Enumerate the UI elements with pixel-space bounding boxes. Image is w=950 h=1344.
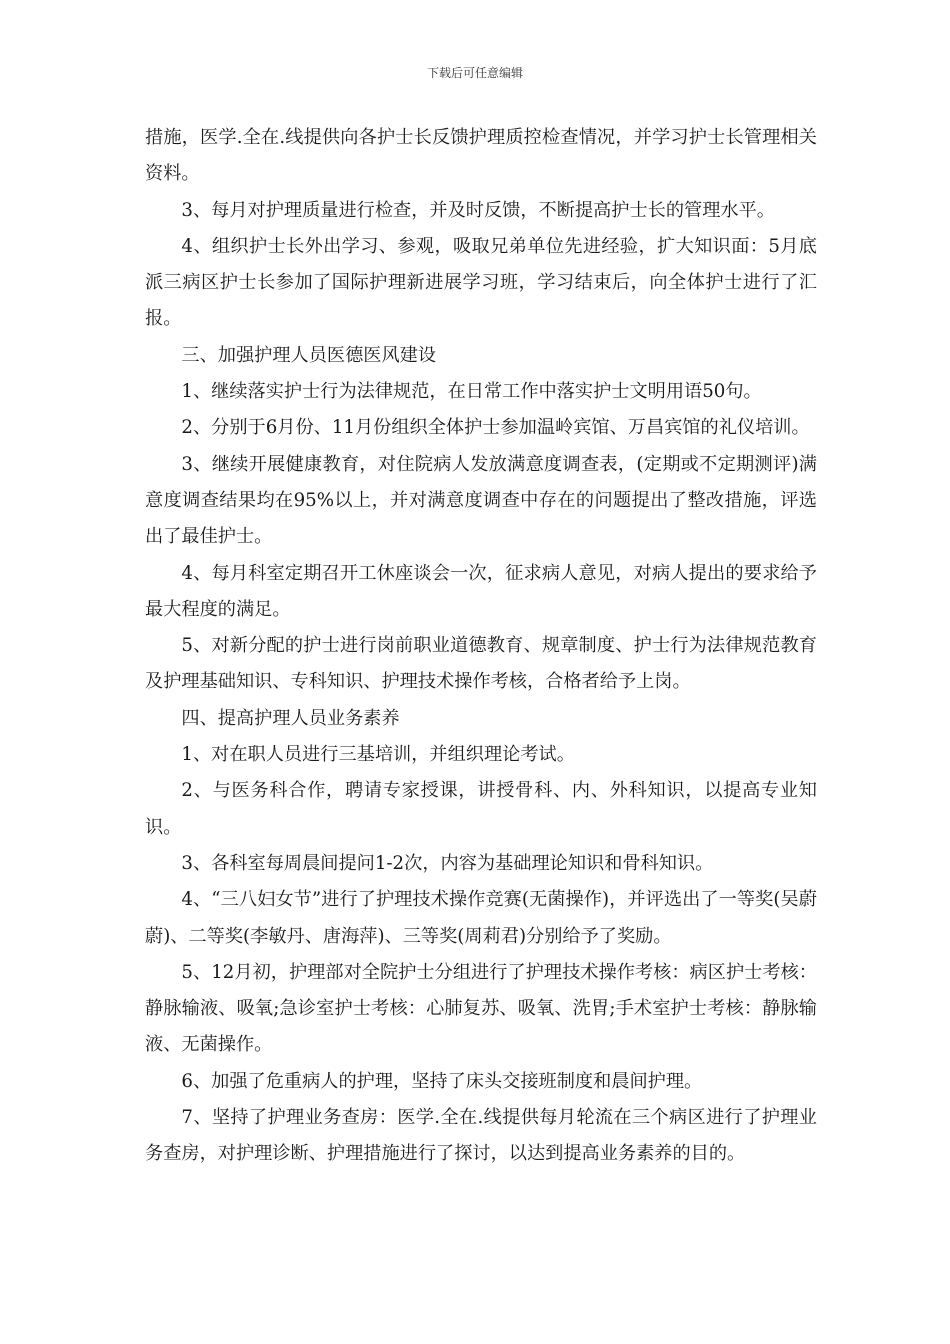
- paragraph-11: 1、对在职人员进行三基培训，并组织理论考试。: [181, 744, 575, 766]
- document-body: [145, 120, 817, 1173]
- paragraph-14: 4、“三八妇女节”进行了护理技术操作竞赛(无菌操作)，并评选出了一等奖(吴蔚蔚)、二等奖(李敏丹、唐海萍)、三等奖(周莉君)分别给予了奖励。: [145, 889, 817, 947]
- page-header-note: 下载后可任意编辑: [426, 66, 523, 80]
- section-heading-4: 四、提高护理人员业务素养: [181, 707, 400, 729]
- paragraph-3: 4、组织护士长外出学习、参观，吸取兄弟单位先进经验，扩大知识面：5月底派三病区护士长参加了国际护理新进展学习班，学习结束后，向全体护士进行了汇报。: [145, 235, 817, 330]
- paragraph-12: 2、与医务科合作，聘请专家授课，讲授骨科、内、外科知识，以提高专业知识。: [145, 780, 817, 838]
- paragraph-7: 3、继续开展健康教育，对住院病人发放满意度调查表，(定期或不定期测评)满意度调查结果均在95%以上，并对满意度调查中存在的问题提出了整改措施，评选出了最佳护士。: [145, 453, 817, 548]
- paragraph-5: 1、继续落实护士行为法律规范，在日常工作中落实护士文明用语50句。: [181, 381, 762, 403]
- paragraph-16: 6、加强了危重病人的护理，坚持了床头交接班制度和晨间护理。: [181, 1070, 703, 1092]
- paragraph-6: 2、分别于6月份、11月份组织全体护士参加温岭宾馆、万昌宾馆的礼仪培训。: [181, 417, 810, 439]
- paragraph-13: 3、各科室每周晨间提问1-2次，内容为基础理论知识和骨科知识。: [181, 852, 714, 874]
- paragraph-8: 4、每月科室定期召开工休座谈会一次，征求病人意见，对病人提出的要求给予最大程度的满足。: [145, 562, 817, 620]
- section-heading-3: 三、加强护理人员医德医风建设: [181, 344, 437, 366]
- paragraph-1: 措施，医学.全在.线提供向各护士长反馈护理质控检查情况，并学习护士长管理相关资料。: [145, 127, 817, 185]
- paragraph-17: 7、坚持了护理业务查房：医学.全在.线提供每月轮流在三个病区进行了护理业务查房，对护理诊断、护理措施进行了探讨，以达到提高业务素养的目的。: [145, 1107, 817, 1165]
- paragraph-15: 5、12月初，护理部对全院护士分组进行了护理技术操作考核：病区护士考核：静脉输液、吸氧;急诊室护士考核：心肺复苏、吸氧、洗胃;手术室护士考核：静脉输液、无菌操作。: [145, 961, 817, 1056]
- paragraph-2: 3、每月对护理质量进行检查，并及时反馈，不断提高护士长的管理水平。: [181, 199, 775, 221]
- paragraph-9: 5、对新分配的护士进行岗前职业道德教育、规章制度、护士行为法律规范教育及护理基础知识、专科知识、护理技术操作考核，合格者给予上岗。: [145, 635, 817, 693]
